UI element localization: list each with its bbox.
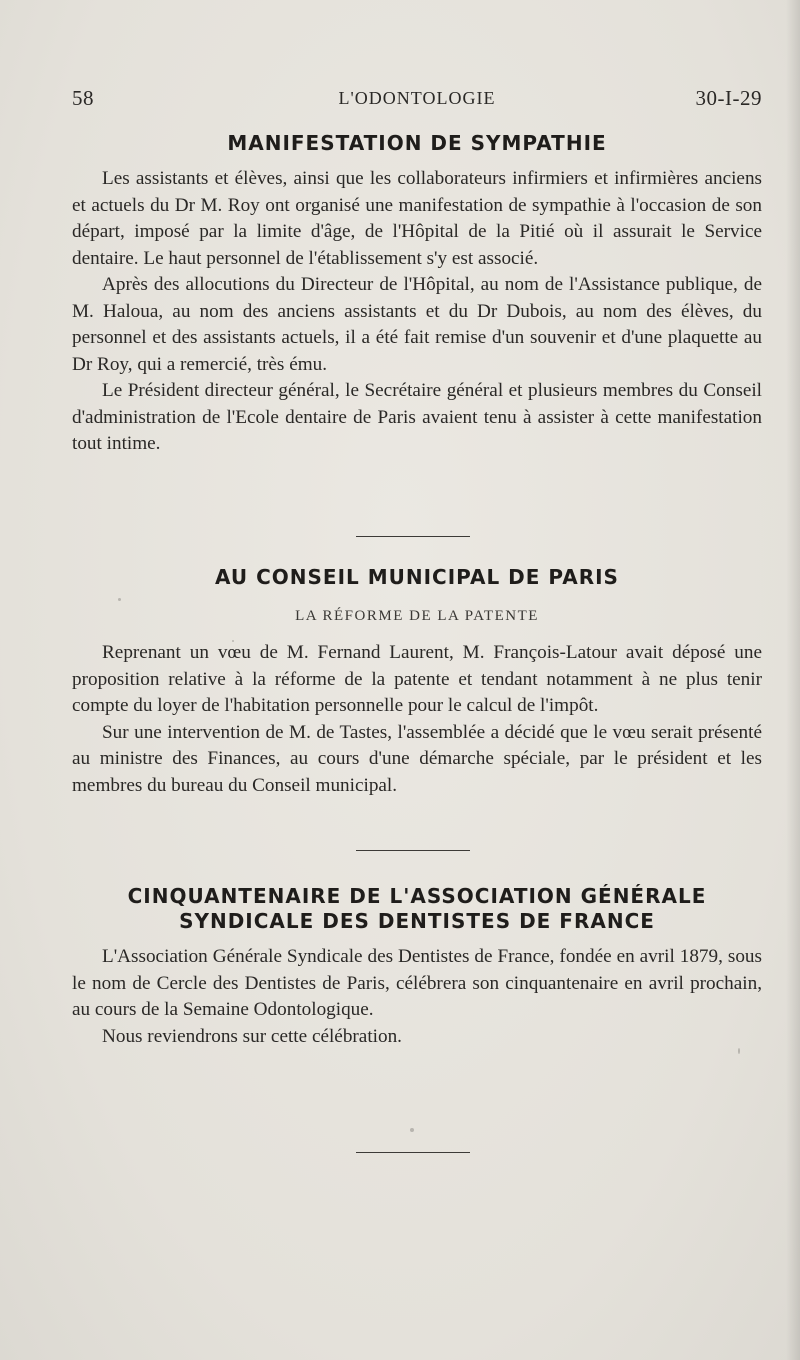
- paper-speck: [410, 1128, 414, 1132]
- paragraph: Reprenant un vœu de M. Fernand Laurent, M. François-Latour avait déposé une proposition relative à la réforme de la patente et tendant notamment à ne plus tenir compte du loyer de l'habitation personnelle pour le calcul de l'impôt.: [72, 642, 762, 716]
- paragraph: Après des allocutions du Directeur de l'Hôpital, au nom de l'Assistance publique, de M. Haloua, au nom des anciens assistants et du Dr Dubois, au nom des élèves, du personnel et des assistants actuels, il a été fait remise d'un souvenir et d'une plaquette au Dr Roy, qui a remercié, très ému.: [72, 274, 762, 375]
- paragraph: L'Association Générale Syndicale des Dentistes de France, fondée en avril 1879, sous le nom de Cercle des Dentistes de Paris, célébrera son cinquantenaire en avril prochain, au cours de la Semaine Odontologique.: [72, 946, 762, 1020]
- section-body-sympathie: [72, 166, 762, 458]
- paragraph: Nous reviendrons sur cette célébration.: [102, 1025, 402, 1047]
- end-divider: [356, 1152, 470, 1153]
- paragraph: Les assistants et élèves, ainsi que les collaborateurs infirmiers et infirmières anciens et actuels du Dr M. Roy ont organisé une manifestation de sympathie à l'occasion de son départ, imposé par la limite d'âge, de l'Hôpital de la Pitié où il assurait le Service dentaire. Le haut personnel de l'établissement s'y est associé.: [72, 168, 762, 269]
- section-divider: [356, 850, 470, 851]
- section-body-conseil: [72, 640, 762, 799]
- paragraph: Sur une intervention de M. de Tastes, l'assemblée a décidé que le vœu serait présenté au ministre des Finances, au cours d'une démarche spéciale, par le président et les membres du bureau du Conseil municipal.: [72, 721, 762, 796]
- paper-speck: [738, 1048, 740, 1054]
- section-subtitle-patente: LA RÉFORME DE LA PATENTE: [295, 608, 539, 624]
- section-title-cinquantenaire-2: SYNDICALE DES DENTISTES DE FRANCE: [179, 909, 655, 933]
- section-divider: [356, 536, 470, 537]
- paragraph: Le Président directeur général, le Secrétaire général et plusieurs membres du Conseil d'administration de l'Ecole dentaire de Paris avaient tenu à assister à cette manifestation tout intime.: [72, 380, 762, 454]
- section-title-conseil: AU CONSEIL MUNICIPAL DE PARIS: [215, 565, 619, 589]
- paper-speck: [118, 598, 121, 601]
- section-title-cinquantenaire-1: CINQUANTENAIRE DE L'ASSOCIATION GÉNÉRALE: [127, 884, 707, 908]
- page-edge-shadow: [786, 0, 800, 1360]
- issue-date: 30-I-29: [695, 86, 762, 110]
- page-number: 58: [72, 86, 94, 110]
- paper-speck: [232, 640, 234, 642]
- section-body-cinquantenaire: [72, 944, 762, 1050]
- journal-title: L'ODONTOLOGIE: [338, 88, 496, 108]
- section-title-sympathie: MANIFESTATION DE SYMPATHIE: [227, 131, 607, 155]
- running-header: [72, 86, 762, 116]
